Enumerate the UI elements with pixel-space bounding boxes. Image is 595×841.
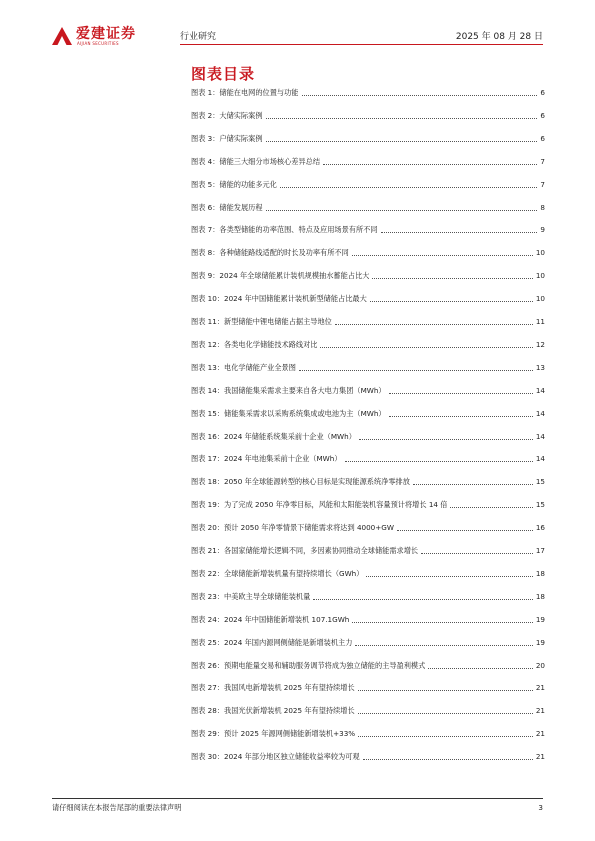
- toc-entry[interactable]: [191, 178, 545, 190]
- toc-entry-label: 图表 26：: [191, 660, 224, 670]
- toc-dot-leader: [352, 622, 532, 623]
- toc-dot-leader: [266, 210, 538, 211]
- toc-entry-title: 全球储能新增装机量有望持续增长（GWh）: [224, 568, 364, 578]
- toc-dot-leader: [266, 118, 538, 119]
- toc-entry-label: 图表 10：: [191, 294, 224, 304]
- toc-entry[interactable]: [191, 704, 545, 716]
- toc-entry-label: 图表 27：: [191, 683, 224, 693]
- toc-entry-page: 15: [535, 500, 545, 510]
- toc-dot-leader: [358, 713, 533, 714]
- logo-chinese-name: 爱建证券: [76, 26, 136, 42]
- toc-dot-leader: [335, 324, 533, 325]
- toc-entry[interactable]: [191, 727, 545, 739]
- toc-entry-label: 图表 25：: [191, 637, 224, 647]
- toc-dot-leader: [389, 393, 533, 394]
- toc-entry-label: 图表 20：: [191, 523, 224, 533]
- toc-entry-label: 图表 13：: [191, 362, 224, 372]
- toc-dot-leader: [450, 507, 532, 508]
- toc-entry-page: 7: [540, 156, 545, 166]
- toc-dot-leader: [366, 576, 532, 577]
- toc-entry[interactable]: [191, 384, 545, 396]
- toc-entry-page: 20: [535, 660, 545, 670]
- toc-entry-label: 图表 24：: [191, 614, 224, 624]
- toc-dot-leader: [359, 439, 533, 440]
- toc-entry-label: 图表 4：: [191, 156, 220, 166]
- toc-entry-page: 6: [540, 88, 545, 97]
- toc-entry-title: 2024 年储能系统集采前十企业（MWh）: [224, 431, 356, 441]
- toc-entry-page: 13: [535, 362, 545, 372]
- toc-entry-label: 图表 3：: [191, 133, 220, 143]
- toc-entry-page: 19: [535, 637, 545, 647]
- toc-entry-title: 我国光伏新增装机 2025 年有望持续增长: [224, 706, 355, 716]
- toc-entry-label: 图表 11：: [191, 317, 224, 326]
- toc-dot-leader: [280, 187, 537, 188]
- toc-entry-label: 图表 1：: [191, 88, 220, 97]
- toc-entry-title: 储能的功能多元化: [219, 179, 277, 189]
- toc-entry[interactable]: [191, 132, 545, 144]
- toc-entry[interactable]: [191, 475, 545, 487]
- toc-entry-title: 储能三大细分市场核心差异总结: [219, 156, 321, 166]
- toc-entry[interactable]: [191, 567, 545, 579]
- toc-entry-title: 我国风电新增装机 2025 年有望持续增长: [224, 683, 355, 693]
- toc-entry[interactable]: [191, 430, 545, 442]
- toc-entry-title: 2024 年中国储能累计装机新型储能占比最大: [224, 294, 367, 304]
- toc-entry-title: 2024 年中国储能新增装机 107.1GWh: [224, 614, 350, 624]
- toc-entry-title: 储能发展历程: [219, 202, 263, 212]
- toc-entry-title: 2024 年国内源网侧储能是新增装机主力: [224, 637, 353, 647]
- toc-dot-leader: [389, 416, 533, 417]
- toc-entry[interactable]: [191, 269, 545, 281]
- toc-dot-leader: [345, 461, 533, 462]
- toc-entry[interactable]: [191, 750, 545, 762]
- toc-entry-page: 14: [535, 408, 545, 418]
- toc-entry-page: 19: [535, 614, 545, 624]
- toc-entry[interactable]: [191, 407, 545, 419]
- toc-entry[interactable]: [191, 292, 545, 304]
- toc-entry[interactable]: [191, 681, 545, 693]
- toc-dot-leader: [363, 759, 533, 760]
- toc-entry-page: 21: [535, 729, 545, 739]
- toc-entry-title: 为了完成 2050 年净零目标，风能和太阳能装机容量预计将增长 14 倍: [224, 500, 448, 510]
- toc-entry-title: 各种储能路线适配的时长及功率有所不同: [219, 248, 349, 258]
- toc-entry-label: 图表 15：: [191, 408, 224, 418]
- toc-entry-label: 图表 16：: [191, 431, 224, 441]
- toc-entry[interactable]: [191, 338, 545, 350]
- aijian-logo-icon: [52, 27, 72, 45]
- toc-dot-leader: [397, 530, 533, 531]
- toc-dot-leader: [358, 736, 533, 737]
- toc-entry-title: 中美欧主导全球储能装机量: [224, 591, 311, 601]
- toc-entry-title: 户储实际案例: [219, 133, 263, 143]
- toc-entry-label: 图表 23：: [191, 591, 224, 601]
- toc-entry-label: 图表 12：: [191, 339, 224, 349]
- toc-entry-page: 10: [535, 248, 545, 258]
- toc-entry-label: 图表 8：: [191, 248, 220, 258]
- toc-dot-leader: [413, 484, 533, 485]
- toc-title: 图表目录: [191, 65, 256, 83]
- toc-entry-title: 2024 年电池集采前十企业（MWh）: [224, 454, 342, 464]
- toc-entry-page: 16: [535, 523, 545, 533]
- logo-english-name: AIJIAN SECURITIES: [77, 41, 119, 46]
- toc-entry[interactable]: [191, 452, 545, 464]
- toc-entry[interactable]: [191, 86, 545, 98]
- toc-entry-page: 18: [535, 591, 545, 601]
- toc-entry-title: 我国储能集采需求主要来自各大电力集团（MWh）: [224, 385, 386, 395]
- toc-entry[interactable]: [191, 521, 545, 533]
- toc-entry-title: 储能在电网的位置与功能: [219, 88, 299, 97]
- report-date: 2025 年 08 月 28 日: [455, 32, 543, 42]
- toc-entry-page: 14: [535, 385, 545, 395]
- toc-dot-leader: [381, 232, 538, 233]
- toc-entry-label: 图表 6：: [191, 202, 220, 212]
- toc-entry-label: 图表 17：: [191, 454, 224, 464]
- toc-entry[interactable]: [191, 109, 545, 121]
- toc-entry[interactable]: [191, 613, 545, 625]
- report-section-label: 行业研究: [180, 32, 217, 42]
- toc-dot-leader: [266, 141, 538, 142]
- toc-entry-page: 12: [535, 339, 545, 349]
- toc-entry-title: 储能集采需求以采购系统集成或电池为主（MWh）: [224, 408, 386, 418]
- toc-entry[interactable]: [191, 498, 545, 510]
- toc-entry[interactable]: [191, 315, 545, 327]
- toc-entry-label: 图表 2：: [191, 110, 220, 120]
- toc-entry-title: 各类型储能的功率范围、特点及应用场景有所不同: [219, 225, 378, 235]
- toc-entry-page: 9: [540, 225, 545, 235]
- toc-entry-page: 8: [540, 202, 545, 212]
- toc-entry-label: 图表 5：: [191, 179, 220, 189]
- page-header: [0, 0, 595, 46]
- toc-entry-label: 图表 19：: [191, 500, 224, 510]
- toc-entry-title: 大储实际案例: [219, 110, 263, 120]
- toc-dot-leader: [320, 347, 532, 348]
- toc-dot-leader: [299, 370, 533, 371]
- toc-entry-page: 6: [540, 133, 545, 143]
- toc-entry-page: 21: [535, 752, 545, 762]
- footer-divider: [52, 798, 543, 799]
- toc-entry-label: 图表 30：: [191, 752, 224, 762]
- toc-dot-leader: [302, 95, 538, 96]
- toc-entry[interactable]: [191, 223, 545, 235]
- toc-entry-title: 预期电能量交易和辅助服务调节将成为独立储能的主导盈利模式: [224, 660, 426, 670]
- toc-entry[interactable]: [191, 201, 545, 213]
- toc-dot-leader: [428, 668, 533, 669]
- toc-entry[interactable]: [191, 544, 545, 556]
- toc-entry-label: 图表 14：: [191, 385, 224, 395]
- toc-entry-page: 14: [535, 454, 545, 464]
- toc-entry-title: 新型储能中锂电储能占据主导地位: [224, 317, 332, 326]
- toc-entry-page: 18: [535, 568, 545, 578]
- toc-dot-leader: [358, 690, 533, 691]
- toc-entry-title: 预计 2025 年源网侧储能新增装机+33%: [224, 729, 356, 739]
- toc-entry-title: 2050 年全球能源转型的核心目标是实现能源系统净零排放: [224, 477, 410, 487]
- toc-dot-leader: [313, 599, 533, 600]
- toc-entry-page: 7: [540, 179, 545, 189]
- toc-entry-page: 15: [535, 477, 545, 487]
- toc-entry-page: 10: [535, 294, 545, 304]
- toc-entry-title: 各类电化学储能技术路线对比: [224, 339, 318, 349]
- toc-entry-page: 6: [540, 110, 545, 120]
- toc-dot-leader: [355, 645, 532, 646]
- toc-entry-title: 2024 年全球储能累计装机规模抽水蓄能占比大: [219, 271, 370, 281]
- toc-dot-leader: [323, 164, 537, 165]
- toc-entry-page: 21: [535, 706, 545, 716]
- toc-dot-leader: [372, 278, 532, 279]
- toc-entry[interactable]: [191, 636, 545, 648]
- toc-dot-leader: [370, 301, 533, 302]
- toc-entry-label: 图表 7：: [191, 225, 220, 235]
- toc-entry-label: 图表 28：: [191, 706, 224, 716]
- toc-entry-page: 11: [535, 317, 545, 326]
- toc-entry-page: 17: [535, 546, 545, 555]
- toc-entry-title: 2024 年部分地区独立储能收益率较为可观: [224, 752, 360, 762]
- toc-entry-label: 图表 22：: [191, 568, 224, 578]
- toc-entry-title: 预计 2050 年净零情景下储能需求将达到 4000+GW: [224, 523, 394, 533]
- toc-entry[interactable]: [191, 155, 545, 167]
- toc-entry-label: 图表 9：: [191, 271, 220, 281]
- toc-entry-label: 图表 21：: [191, 546, 224, 555]
- toc-entry-title: 电化学储能产业全景图: [224, 362, 296, 372]
- page-number: 3: [538, 803, 543, 812]
- toc-entry-label: 图表 18：: [191, 477, 224, 487]
- toc-entry-title: 各国家储能增长逻辑不同，多因素协同推动全球储能需求增长: [224, 546, 419, 555]
- toc-entry-page: 10: [535, 271, 545, 281]
- header-divider: [180, 44, 543, 45]
- toc-dot-leader: [352, 255, 533, 256]
- toc-entry-page: 21: [535, 683, 545, 693]
- toc-entry-page: 14: [535, 431, 545, 441]
- toc-entry[interactable]: [191, 659, 545, 671]
- toc-entry[interactable]: [191, 590, 545, 602]
- legal-disclaimer: 请仔细阅读在本报告尾部的重要法律声明: [52, 803, 182, 812]
- toc-entry[interactable]: [191, 246, 545, 258]
- toc-entry-label: 图表 29：: [191, 729, 224, 739]
- toc-dot-leader: [421, 553, 533, 554]
- toc-entry[interactable]: [191, 361, 545, 373]
